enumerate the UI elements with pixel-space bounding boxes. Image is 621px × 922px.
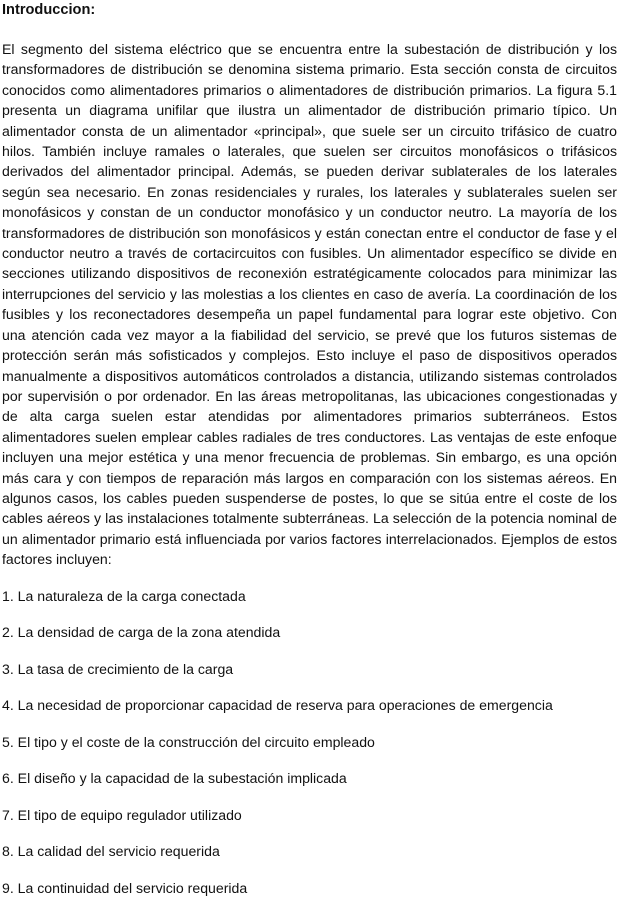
list-item: 8. La calidad del servicio requerida	[2, 843, 220, 860]
page-title: Introduccion:	[2, 2, 96, 18]
list-item: 7. El tipo de equipo regulador utilizado	[2, 806, 242, 823]
list-item: 4. La necesidad de proporcionar capacidad de reserva para operaciones de emergencia	[2, 697, 553, 714]
list-item: 9. La continuidad del servicio requerida	[2, 879, 248, 896]
list-item: 3. La tasa de crecimiento de la carga	[2, 660, 234, 677]
factor-list	[2, 586, 617, 898]
list-item: 2. La densidad de carga de la zona atendida	[2, 624, 281, 641]
intro-paragraph: El segmento del sistema eléctrico que se encuentra entre la subestación de distribución y los transformadores de distribución se denomina sistema primario. Esta sección consta de circuitos conocidos como alimentadores primarios o alimentadores de distribución primarios. La figura 5.1 presenta un diagrama unifilar que ilustra un alimentador de distribución primario típico. Un alimentador consta de un alimentador «principal», que suele ser un circuito trifásico de cuatro hilos. También incluye ramales o laterales, que suelen ser circuitos monofásicos o trifásicos derivados del alimentador principal. Además, se pueden derivar sublaterales de los laterales según sea necesario. En zonas residenciales y rurales, los laterales y sublaterales suelen ser monofásicos y constan de un conductor monofásico y un conductor neutro. La mayoría de los transformadores de distribución son monofásicos y están conectan entre el conductor de fase y el conductor neutro a través de cortacircuitos con fusibles. Un alimentador específico se divide en secciones utilizando dispositivos de reconexión estratégicamente colocados para minimizar las interrupciones del servicio y las molestias a los clientes en caso de avería. La coordinación de los fusibles y los reconectadores desempeña un papel fundamental para lograr este objetivo. Con una atención cada vez mayor a la fiabilidad del servicio, se prevé que los futuros sistemas de protección serán más sofisticados y complejos. Esto incluye el paso de dispositivos operados manualmente a dispositivos automáticos controlados a distancia, utilizando sistemas controlados por supervisión o por ordenador. En las áreas metropolitanas, las ubicaciones congestionadas y de alta carga suelen estar atendidas por alimentadores primarios subterráneos. Estos alimentadores suelen emplear cables radiales de tres conductores. Las ventajas de este enfoque incluyen una mejor estética y una menor frecuencia de problemas. Sin embargo, es una opción más cara y con tiempos de reparación más largos en comparación con los sistemas aéreos. En algunos casos, los cables pueden suspenderse de postes, lo que se sitúa entre el coste de los cables aéreos y las instalaciones totalmente subterráneas. La selección de la potencia nominal de un alimentador primario está influenciada por varios factores interrelacionados. Ejemplos de estos factores incluyen:	[2, 41, 617, 568]
list-item: 6. El diseño y la capacidad de la subestación implicada	[2, 770, 347, 787]
list-item: 5. El tipo y el coste de la construcción del circuito empleado	[2, 733, 375, 750]
list-item: 1. La naturaleza de la carga conectada	[2, 587, 246, 604]
